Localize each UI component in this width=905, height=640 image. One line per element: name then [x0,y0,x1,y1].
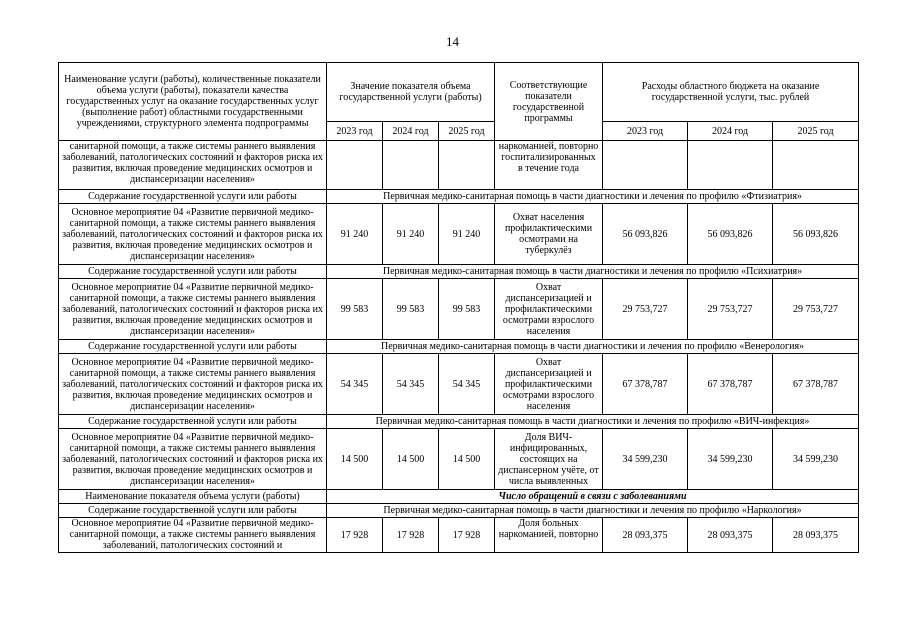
year-header: 2025 год [439,122,495,141]
budget-cell: 28 093,375 [688,518,773,553]
indicator-cell: Охват населения профилактическими осмотрами на туберкулёз [495,204,603,265]
value-cell: 17 928 [383,518,439,553]
value-cell: 91 240 [327,204,383,265]
page-number: 14 [446,34,459,49]
budget-cell: 29 753,727 [688,279,773,340]
activity-row [59,354,859,415]
value-cell: 54 345 [327,354,383,415]
budget-cell: 56 093,826 [773,204,859,265]
value-cell: 99 583 [439,279,495,340]
value-cell: 17 928 [439,518,495,553]
content-label: Содержание государственной услуги или работы [59,340,327,354]
budget-cell: 29 753,727 [773,279,859,340]
value-cell: 99 583 [327,279,383,340]
indicator-name-row [59,490,859,504]
activity-cell: Основное мероприятие 04 «Развитие первичной медико-санитарной помощи, а также системы раннего выявления заболеваний, патологических состояний и факторов риска их развития, включая проведение медицинских осмотров и диспансеризации населения» [59,429,327,490]
content-row [59,415,859,429]
value-cell: 91 240 [383,204,439,265]
indicator-cell: Охват диспансеризацией и профилактическими осмотрами взрослого населения [495,279,603,340]
budget-cell [773,141,859,190]
budget-cell [688,141,773,190]
header-program-indicators: Соответствующие показатели государственной программы [495,63,603,141]
budget-cell: 67 378,787 [603,354,688,415]
indicator-cell: наркоманией, повторно госпитализированных в течение года [495,141,603,190]
value-cell: 54 345 [383,354,439,415]
budget-cell: 67 378,787 [688,354,773,415]
content-label: Содержание государственной услуги или работы [59,415,327,429]
budget-cell: 29 753,727 [603,279,688,340]
continuation-row [59,141,859,190]
content-row [59,504,859,518]
year-header: 2023 год [327,122,383,141]
content-label: Содержание государственной услуги или работы [59,190,327,204]
value-cell: 99 583 [383,279,439,340]
budget-cell: 34 599,230 [688,429,773,490]
header-volume-value: Значение показателя объема государственной услуги (работы) [327,63,495,122]
budget-table [58,62,859,553]
activity-cell: Основное мероприятие 04 «Развитие первичной медико-санитарной помощи, а также системы раннего выявления заболеваний, патологических состояний и факторов риска их развития, включая проведение медицинских осмотров и диспансеризации населения» [59,279,327,340]
header-row [59,63,859,122]
content-label: Содержание государственной услуги или работы [59,504,327,518]
activity-cell: Основное мероприятие 04 «Развитие первичной медико-санитарной помощи, а также системы раннего выявления заболеваний, патологических состояний и факторов риска их развития, включая проведение медицинских осмотров и диспансеризации населения» [59,354,327,415]
content-value: Первичная медико-санитарная помощь в части диагностики и лечения по профилю «ВИЧ-инфекция» [327,415,859,429]
activity-row [59,518,859,553]
year-header: 2024 год [383,122,439,141]
indicator-cell: Доля больных наркоманией, повторно [495,518,603,553]
activity-cell: санитарной помощи, а также системы раннего выявления заболеваний, патологических состояний и факторов риска их развития, включая проведение медицинских осмотров и диспансеризации населения» [59,141,327,190]
activity-row [59,279,859,340]
budget-cell: 34 599,230 [603,429,688,490]
activity-row [59,204,859,265]
year-header: 2024 год [688,122,773,141]
budget-cell: 56 093,826 [603,204,688,265]
year-header: 2025 год [773,122,859,141]
indicator-cell: Охват диспансеризацией и профилактическими осмотрами взрослого населения [495,354,603,415]
content-value: Первичная медико-санитарная помощь в части диагностики и лечения по профилю «Венерология» [327,340,859,354]
year-header: 2023 год [603,122,688,141]
content-row [59,265,859,279]
budget-cell [603,141,688,190]
activity-row [59,429,859,490]
content-label: Содержание государственной услуги или работы [59,265,327,279]
budget-cell: 34 599,230 [773,429,859,490]
content-value: Первичная медико-санитарная помощь в части диагностики и лечения по профилю «Фтизиатрия» [327,190,859,204]
content-value: Первичная медико-санитарная помощь в части диагностики и лечения по профилю «Психиатрия» [327,265,859,279]
indicator-cell: Доля ВИЧ-инфицированных, состоящих на диспансерном учёте, от числа выявленных [495,429,603,490]
value-cell [439,141,495,190]
value-cell: 14 500 [327,429,383,490]
value-cell: 54 345 [439,354,495,415]
header-budget-expenses: Расходы областного бюджета на оказание государственной услуги, тыс. рублей [603,63,859,122]
activity-cell: Основное мероприятие 04 «Развитие первичной медико-санитарной помощи, а также системы раннего выявления заболеваний, патологических состояний и факторов риска их развития, включая проведение медицинских осмотров и диспансеризации населения» [59,204,327,265]
content-row [59,190,859,204]
header-service-name: Наименование услуги (работы), количественные показатели объема услуги (работы), показатели качества государственных услуг на оказание государственных услуг (выполнение работ) областными государственными учреждениями, структурного элемента подпрограммы [59,63,327,141]
value-cell [383,141,439,190]
value-cell [327,141,383,190]
content-value: Первичная медико-санитарная помощь в части диагностики и лечения по профилю «Наркология» [327,504,859,518]
value-cell: 14 500 [439,429,495,490]
value-cell: 14 500 [383,429,439,490]
activity-cell: Основное мероприятие 04 «Развитие первичной медико-санитарной помощи, а также системы раннего выявления заболеваний, патологических состояний и [59,518,327,553]
value-cell: 91 240 [439,204,495,265]
budget-cell: 56 093,826 [688,204,773,265]
budget-cell: 28 093,375 [603,518,688,553]
content-row [59,340,859,354]
indicator-name-value: Число обращений в связи с заболеваниями [327,490,859,504]
budget-cell: 28 093,375 [773,518,859,553]
indicator-name-label: Наименование показателя объема услуги (работы) [59,490,327,504]
budget-cell: 67 378,787 [773,354,859,415]
value-cell: 17 928 [327,518,383,553]
